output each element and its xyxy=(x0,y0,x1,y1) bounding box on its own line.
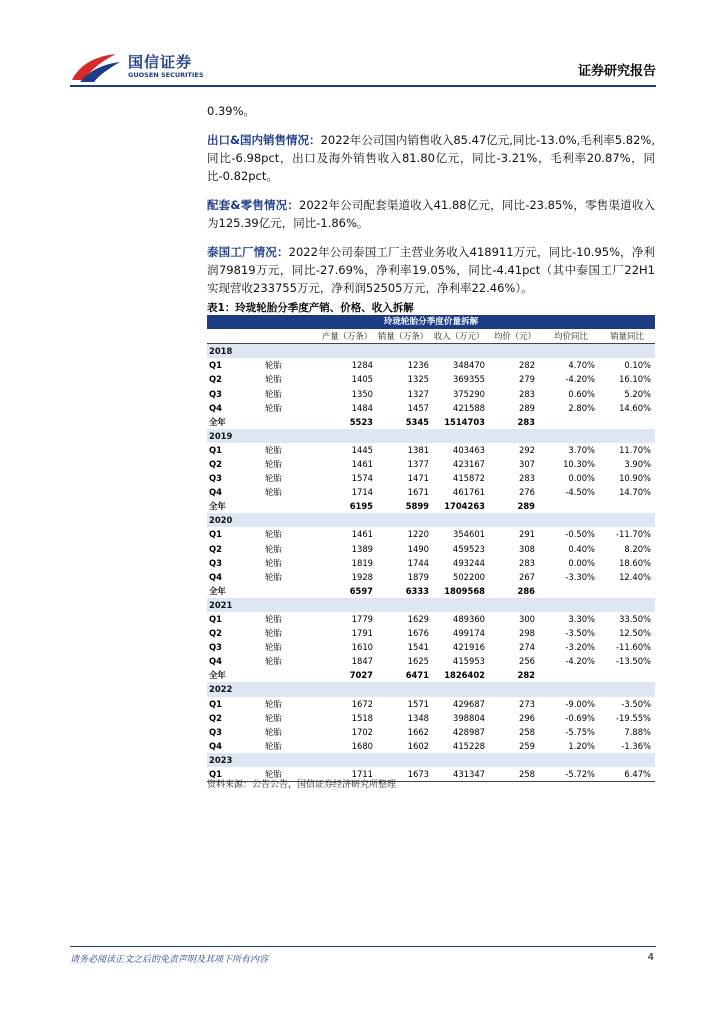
table-cell: 276 xyxy=(519,487,535,498)
table-cell xyxy=(543,499,599,513)
table-cell xyxy=(599,415,655,429)
table-cell: -3.20% xyxy=(565,642,595,653)
table-cell: 258 xyxy=(487,767,543,782)
table-cell xyxy=(263,668,319,682)
table-cell: 5899 xyxy=(405,501,429,512)
table-cell: 429687 xyxy=(453,698,485,709)
column-header: 销量（万条） xyxy=(375,329,431,344)
table-cell: 6195 xyxy=(349,501,373,512)
column-header: 均价（元） xyxy=(487,329,543,344)
table-header-row xyxy=(207,329,655,344)
table-cell: 1672 xyxy=(351,698,373,709)
table-cell: Q1 xyxy=(207,767,263,782)
table-cell: Q2 xyxy=(209,458,222,469)
table-cell: 5345 xyxy=(405,416,429,427)
table-cell: 1484 xyxy=(351,402,373,413)
table-cell: 轮胎 xyxy=(265,726,282,737)
table-cell: 283 xyxy=(519,388,535,399)
table-body xyxy=(207,344,655,782)
table-cell: 375290 xyxy=(453,388,485,399)
table-cell: 6597 xyxy=(349,585,373,596)
table-cell: 298 xyxy=(519,628,535,639)
table-caption: 表1：玲珑轮胎分季度产销、价格、收入拆解 xyxy=(207,302,414,314)
table-cell: 282 xyxy=(517,670,535,681)
table-cell: 291 xyxy=(519,529,535,540)
table-cell: 轮胎 xyxy=(265,614,282,625)
column-header: 收入（万元） xyxy=(431,329,487,344)
table-cell: 7027 xyxy=(349,670,373,681)
table-cell: 283 xyxy=(519,473,535,484)
page-number: 4 xyxy=(647,952,654,963)
table-cell: 轮胎 xyxy=(265,712,282,723)
table-row xyxy=(207,527,655,541)
table-cell xyxy=(263,499,319,513)
table-cell: Q3 xyxy=(209,726,222,737)
table-cell: 3.70% xyxy=(568,444,595,455)
year-row xyxy=(207,598,655,612)
table-cell: 12.40% xyxy=(619,571,651,582)
year-label: 2022 xyxy=(207,682,655,696)
table-cell: Q3 xyxy=(209,642,222,653)
table-cell: 0.40% xyxy=(568,543,595,554)
table-cell: -5.75% xyxy=(565,726,595,737)
table-cell xyxy=(543,584,599,598)
year-label: 2019 xyxy=(207,429,655,443)
company-logo xyxy=(70,50,210,86)
table-cell: -13.50% xyxy=(616,656,651,667)
table-cell: 7.88% xyxy=(624,726,651,737)
table-cell: 1514703 xyxy=(444,416,485,427)
table-cell: -1.36% xyxy=(621,740,651,751)
year-label: 2020 xyxy=(207,513,655,527)
table-cell: 1389 xyxy=(351,543,373,554)
header-divider xyxy=(70,85,656,87)
table-row xyxy=(207,443,655,457)
table-cell: 274 xyxy=(519,642,535,653)
table-cell: 1826402 xyxy=(444,670,485,681)
table-cell: Q2 xyxy=(209,374,222,385)
table-cell: 354601 xyxy=(453,529,485,540)
disclaimer-text: 请务必阅读正文之后的免责声明及其项下所有内容 xyxy=(70,955,269,965)
table-cell: 轮胎 xyxy=(265,487,282,498)
table-cell: 6.47% xyxy=(599,767,655,782)
table-cell: 10.90% xyxy=(619,473,651,484)
table-cell: Q4 xyxy=(209,402,222,413)
source-note: 资料来源：公告公告，国信证券经济研究所整理 xyxy=(207,780,397,790)
table-cell: 3.30% xyxy=(568,614,595,625)
table-cell: 4.70% xyxy=(568,360,595,371)
table-cell xyxy=(263,415,319,429)
paragraph-lead: 泰国工厂情况： xyxy=(207,245,289,259)
table-cell: 459523 xyxy=(453,543,485,554)
data-table-container xyxy=(207,315,655,782)
report-type-label: 证券研究报告 xyxy=(577,64,656,79)
table-cell: 1381 xyxy=(407,444,429,455)
table-cell: 1629 xyxy=(407,614,429,625)
annual-total-row xyxy=(207,499,655,513)
table-cell: 1714 xyxy=(351,487,373,498)
table-cell: 398804 xyxy=(453,712,485,723)
table-cell: 421916 xyxy=(453,642,485,653)
table-cell: -3.50% xyxy=(621,698,651,709)
column-header xyxy=(207,329,263,344)
table-cell: 5523 xyxy=(349,416,373,427)
year-label: 2023 xyxy=(207,753,655,767)
table-cell xyxy=(543,668,599,682)
table-cell: 1702 xyxy=(351,726,373,737)
paragraph xyxy=(207,102,655,120)
table-cell: -3.50% xyxy=(565,628,595,639)
table-row xyxy=(207,386,655,400)
table-cell: 292 xyxy=(519,444,535,455)
table-row xyxy=(207,612,655,626)
table-cell: 282 xyxy=(519,360,535,371)
table-cell: 轮胎 xyxy=(265,473,282,484)
table-cell: 348470 xyxy=(453,360,485,371)
table-cell: 轮胎 xyxy=(265,444,282,455)
table-cell: 1461 xyxy=(351,458,373,469)
table-cell: 1405 xyxy=(351,374,373,385)
table-cell: 1236 xyxy=(407,360,429,371)
table-cell: 1377 xyxy=(407,458,429,469)
table-cell: Q4 xyxy=(209,487,222,498)
table-cell: 5.20% xyxy=(624,388,651,399)
table-cell: 1461 xyxy=(351,529,373,540)
table-cell: 1704263 xyxy=(444,501,485,512)
table-cell: Q1 xyxy=(209,444,222,455)
table-row xyxy=(207,654,655,668)
table-cell: 259 xyxy=(519,740,535,751)
table-cell: 轮胎 xyxy=(265,740,282,751)
table-cell: 1348 xyxy=(407,712,429,723)
table-cell: 1284 xyxy=(351,360,373,371)
table-cell: 1680 xyxy=(351,740,373,751)
table-cell: 499174 xyxy=(453,628,485,639)
table-cell: 415953 xyxy=(453,656,485,667)
table-cell xyxy=(263,584,319,598)
table-cell: 423167 xyxy=(453,458,485,469)
table-cell: 296 xyxy=(519,712,535,723)
table-row xyxy=(207,697,655,711)
table-row xyxy=(207,739,655,753)
table-cell: 10.30% xyxy=(563,458,595,469)
guosen-logo-icon xyxy=(70,50,122,84)
table-cell: 461761 xyxy=(453,487,485,498)
table-cell xyxy=(543,415,599,429)
table-cell: Q3 xyxy=(209,388,222,399)
table-cell: 轮胎 xyxy=(265,543,282,554)
table-row xyxy=(207,372,655,386)
paragraph-text: 2022年公司泰国工厂主营业务收入418911万元，同比-10.95%，净利润79819万元，同比-27.69%，净利率19.05%，同比-4.41pct（其中泰国工厂22H1实现营收233755万元，净利润52505万元，净利率22.46%）。 xyxy=(207,245,656,295)
table-cell: -11.70% xyxy=(616,529,651,540)
table-row xyxy=(207,556,655,570)
table-cell: 轮胎 xyxy=(265,628,282,639)
table-cell: 33.50% xyxy=(619,614,651,625)
table-cell: Q4 xyxy=(209,740,222,751)
table-row xyxy=(207,471,655,485)
table-row xyxy=(207,457,655,471)
table-cell: 16.10% xyxy=(619,374,651,385)
table-cell: 轮胎 xyxy=(265,458,282,469)
table-cell: 1518 xyxy=(351,712,373,723)
table-cell: 6333 xyxy=(405,585,429,596)
table-cell: 1819 xyxy=(351,557,373,568)
table-cell: 轮胎 xyxy=(265,402,282,413)
table-cell: 1711 xyxy=(319,767,375,782)
table-cell: 1.20% xyxy=(568,740,595,751)
year-row xyxy=(207,429,655,443)
year-row xyxy=(207,513,655,527)
table-cell: 1673 xyxy=(375,767,431,782)
table-cell: 256 xyxy=(519,656,535,667)
table-cell: 全年 xyxy=(209,585,226,596)
table-cell: -4.50% xyxy=(565,487,595,498)
table-cell: 1574 xyxy=(351,473,373,484)
table-cell xyxy=(599,499,655,513)
table-cell: 全年 xyxy=(209,416,226,427)
table-cell: 273 xyxy=(519,698,535,709)
table-cell: 14.60% xyxy=(619,402,651,413)
table-cell: 289 xyxy=(517,501,535,512)
table-cell: 1610 xyxy=(351,642,373,653)
table-cell: -0.69% xyxy=(565,712,595,723)
table-cell: 1847 xyxy=(351,656,373,667)
table-cell: 415872 xyxy=(453,473,485,484)
table-cell: 轮胎 xyxy=(263,767,319,782)
table-cell: 1602 xyxy=(407,740,429,751)
table-cell: 1445 xyxy=(351,444,373,455)
table-cell: Q4 xyxy=(209,571,222,582)
table-cell: 1327 xyxy=(407,388,429,399)
table-cell: 428987 xyxy=(453,726,485,737)
column-header xyxy=(263,329,319,344)
quarterly-data-table xyxy=(207,315,655,782)
table-cell: 1541 xyxy=(407,642,429,653)
paragraph-text: 0.39%。 xyxy=(207,104,256,118)
table-row xyxy=(207,711,655,725)
year-label: 2018 xyxy=(207,344,655,359)
table-cell: 0.60% xyxy=(568,388,595,399)
table-cell: 1350 xyxy=(351,388,373,399)
logo-text-cn: 国信证券 xyxy=(128,53,193,71)
table-cell: 6471 xyxy=(405,670,429,681)
table-cell: 轮胎 xyxy=(265,656,282,667)
table-cell: 258 xyxy=(519,726,535,737)
table-cell: -4.20% xyxy=(565,656,595,667)
column-header: 均价同比 xyxy=(543,329,599,344)
table-cell: 轮胎 xyxy=(265,374,282,385)
table-cell: 18.60% xyxy=(619,557,651,568)
table-cell: Q3 xyxy=(209,473,222,484)
table-cell: 1928 xyxy=(351,571,373,582)
table-cell: 1744 xyxy=(407,557,429,568)
table-cell: 1571 xyxy=(407,698,429,709)
footer-divider xyxy=(70,946,656,947)
annual-total-row xyxy=(207,584,655,598)
table-cell: Q1 xyxy=(209,529,222,540)
table-cell: 11.70% xyxy=(619,444,651,455)
table-cell: Q4 xyxy=(209,656,222,667)
paragraph xyxy=(207,131,655,185)
paragraph-text: 2022年公司配套渠道收入41.88亿元，同比-23.85%，零售渠道收入为125.39亿元，同比-1.86%。 xyxy=(207,198,656,230)
table-cell: 全年 xyxy=(209,670,226,681)
table-cell: Q2 xyxy=(209,628,222,639)
paragraph xyxy=(207,243,655,297)
paragraph-text: 2022年公司国内销售收入85.47亿元,同比-13.0%,毛利率5.82%,同比-6.98pct，出口及海外销售收入81.80亿元，同比-3.21%，毛利率20.87%，同比-0.82pct。 xyxy=(207,133,655,183)
table-cell: 14.70% xyxy=(619,487,651,498)
table-cell: 2.80% xyxy=(568,402,595,413)
table-cell: 轮胎 xyxy=(265,698,282,709)
table-cell: 轮胎 xyxy=(265,360,282,371)
paragraph-lead: 出口&国内销售情况： xyxy=(207,133,321,147)
table-cell: 502200 xyxy=(453,571,485,582)
table-cell: 1220 xyxy=(407,529,429,540)
table-row xyxy=(207,358,655,372)
table-cell: 1625 xyxy=(407,656,429,667)
table-row xyxy=(207,401,655,415)
table-cell: 轮胎 xyxy=(265,571,282,582)
table-cell: 轮胎 xyxy=(265,529,282,540)
table-cell: 0.00% xyxy=(568,473,595,484)
paragraph xyxy=(207,196,655,232)
column-header: 销量同比 xyxy=(599,329,655,344)
table-cell: 279 xyxy=(519,374,535,385)
table-cell: -11.60% xyxy=(616,642,651,653)
table-cell: 289 xyxy=(519,402,535,413)
table-cell: Q1 xyxy=(209,360,222,371)
table-cell: 283 xyxy=(517,416,535,427)
table-row xyxy=(207,640,655,654)
logo-text-en: GUOSEN SECURITIES xyxy=(128,71,204,79)
table-row xyxy=(207,485,655,499)
table-cell: -3.30% xyxy=(565,571,595,582)
table-row xyxy=(207,725,655,739)
table-cell: 1779 xyxy=(351,614,373,625)
table-cell: 307 xyxy=(519,458,535,469)
table-cell: 415228 xyxy=(453,740,485,751)
table-row xyxy=(207,570,655,584)
table-cell: 1671 xyxy=(407,487,429,498)
table-cell: 轮胎 xyxy=(265,642,282,653)
year-row xyxy=(207,753,655,767)
table-cell: Q3 xyxy=(209,557,222,568)
table-cell: Q1 xyxy=(209,614,222,625)
table-row xyxy=(207,626,655,640)
table-cell: 300 xyxy=(519,614,535,625)
table-cell: 全年 xyxy=(209,501,226,512)
table-cell: 轮胎 xyxy=(265,557,282,568)
year-row xyxy=(207,682,655,696)
table-cell: Q1 xyxy=(209,698,222,709)
body-text xyxy=(207,102,655,308)
table-cell: 8.20% xyxy=(624,543,651,554)
table-cell: 283 xyxy=(519,557,535,568)
table-cell: 1791 xyxy=(351,628,373,639)
page-header xyxy=(0,0,724,90)
annual-total-row xyxy=(207,415,655,429)
table-cell: 1325 xyxy=(407,374,429,385)
column-header: 产量（万条） xyxy=(319,329,375,344)
table-cell: 403463 xyxy=(453,444,485,455)
table-cell: Q2 xyxy=(209,543,222,554)
table-cell: 431347 xyxy=(431,767,487,782)
table-cell xyxy=(599,584,655,598)
table-cell: 308 xyxy=(519,543,535,554)
table-cell: 267 xyxy=(519,571,535,582)
table-cell: Q2 xyxy=(209,712,222,723)
table-cell: 0.00% xyxy=(568,557,595,568)
table-cell: -9.00% xyxy=(565,698,595,709)
table-cell: 286 xyxy=(517,585,535,596)
table-cell: -4.20% xyxy=(565,374,595,385)
table-cell: 1471 xyxy=(407,473,429,484)
table-cell: -0.50% xyxy=(565,529,595,540)
table-cell: 1809568 xyxy=(444,585,485,596)
table-cell: -5.72% xyxy=(543,767,599,782)
table-row xyxy=(207,542,655,556)
annual-total-row xyxy=(207,668,655,682)
table-cell: 421588 xyxy=(453,402,485,413)
table-cell: 0.10% xyxy=(624,360,651,371)
year-label: 2021 xyxy=(207,598,655,612)
table-cell: 1457 xyxy=(407,402,429,413)
paragraph-lead: 配套&零售情况： xyxy=(207,198,300,212)
table-cell: 1662 xyxy=(407,726,429,737)
table-cell: 1676 xyxy=(407,628,429,639)
table-cell: 轮胎 xyxy=(265,388,282,399)
table-cell: 1490 xyxy=(407,543,429,554)
table-cell: 369355 xyxy=(453,374,485,385)
year-row xyxy=(207,344,655,359)
table-cell: 493244 xyxy=(453,557,485,568)
table-cell: 1879 xyxy=(407,571,429,582)
table-cell: -19.55% xyxy=(616,712,651,723)
table-cell: 3.90% xyxy=(624,458,651,469)
table-title: 玲珑轮胎分季度价量拆解 xyxy=(207,315,655,329)
table-cell: 489360 xyxy=(453,614,485,625)
table-cell: 12.50% xyxy=(619,628,651,639)
table-cell xyxy=(599,668,655,682)
